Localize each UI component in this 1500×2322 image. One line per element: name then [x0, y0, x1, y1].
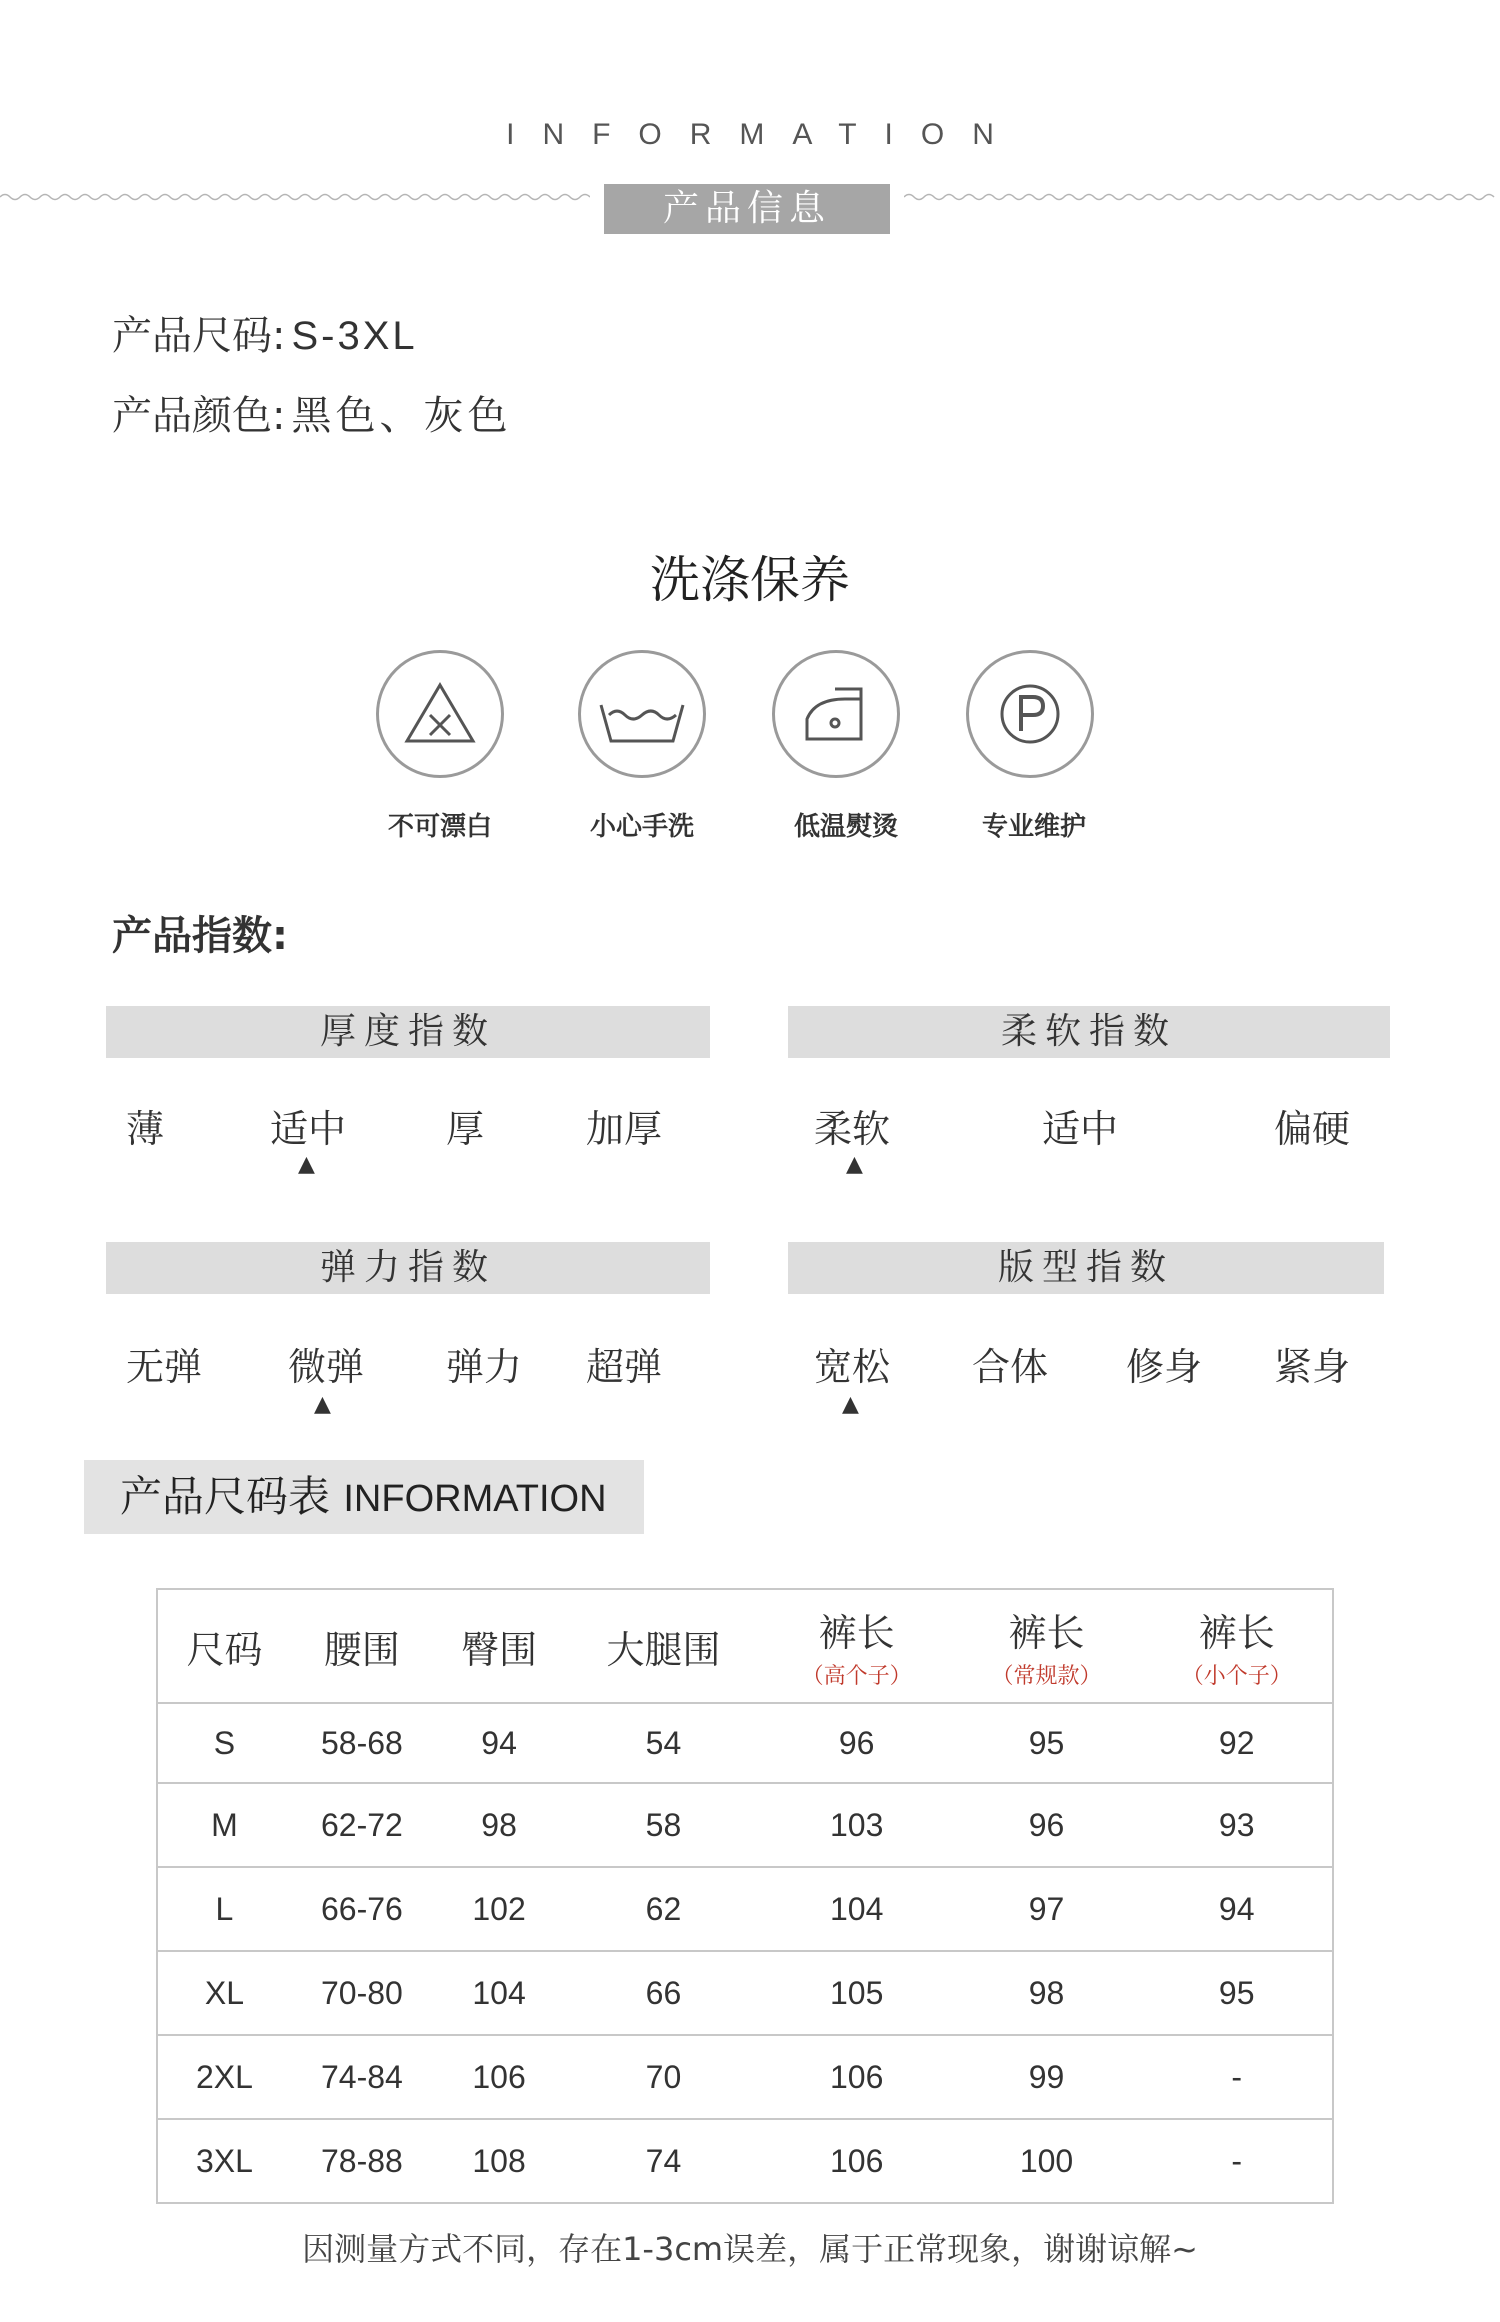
- cell-length-regular: 97: [952, 1867, 1142, 1951]
- thickness-option-extra-thick: 加厚: [586, 1107, 663, 1151]
- header-label: 裤长: [818, 1611, 895, 1655]
- header-sub-label: （小个子）: [1181, 1664, 1292, 1689]
- cell-hip: 102: [433, 1867, 565, 1951]
- information-heading: INFORMATION: [506, 118, 1022, 151]
- cell-size: 3XL: [157, 2119, 291, 2203]
- fit-option-tight: 紧身: [1274, 1345, 1351, 1389]
- cell-hip: 98: [433, 1783, 565, 1867]
- fit-option-loose: 宽松: [814, 1345, 891, 1389]
- no-bleach-icon: [376, 650, 504, 778]
- cell-size: L: [157, 1867, 291, 1951]
- elasticity-marker: ▲: [314, 1392, 331, 1417]
- thickness-option-thick: 厚: [446, 1107, 485, 1151]
- thickness-option-medium: 适中: [270, 1107, 347, 1151]
- table-row: [157, 1703, 1333, 1783]
- elasticity-option-slight: 微弹: [288, 1345, 365, 1389]
- softness-index-bar: 柔软指数: [788, 1006, 1390, 1058]
- cell-waist: 70-80: [291, 1951, 433, 2035]
- cell-length-petite: 95: [1141, 1951, 1333, 2035]
- header-label: 大腿围: [606, 1627, 721, 1672]
- product-info-banner: 产品信息: [604, 184, 890, 234]
- cell-length-tall: 103: [762, 1783, 952, 1867]
- fit-option-slim: 修身: [1126, 1345, 1203, 1389]
- care-label-professional: 专业维护: [981, 812, 1086, 842]
- cell-length-petite: 93: [1141, 1783, 1333, 1867]
- table-row: [157, 1951, 1333, 2035]
- cell-length-petite: 94: [1141, 1867, 1333, 1951]
- table-row: [157, 1783, 1333, 1867]
- table-row: [157, 1867, 1333, 1951]
- softness-option-soft: 柔软: [814, 1107, 891, 1151]
- cell-waist: 62-72: [291, 1783, 433, 1867]
- size-chart-header-row: [157, 1589, 1333, 1703]
- low-iron-icon: [772, 650, 900, 778]
- thickness-marker: ▲: [298, 1152, 315, 1177]
- cell-hip: 108: [433, 2119, 565, 2203]
- header-length-regular: [952, 1589, 1142, 1703]
- header-label: 腰围: [323, 1627, 400, 1672]
- professional-care-icon: [966, 650, 1094, 778]
- spec-size: [112, 304, 418, 361]
- cell-waist: 78-88: [291, 2119, 433, 2203]
- header-hip: [433, 1589, 565, 1703]
- cell-waist: 74-84: [291, 2035, 433, 2119]
- elasticity-option-none: 无弹: [126, 1345, 203, 1389]
- cell-size: XL: [157, 1951, 291, 2035]
- header-waist: [291, 1589, 433, 1703]
- header-size: [157, 1589, 291, 1703]
- cell-length-petite: -: [1141, 2119, 1333, 2203]
- cell-thigh: 66: [565, 1951, 762, 2035]
- table-row: [157, 2119, 1333, 2203]
- size-chart-title-cn: 产品尺码表: [120, 1472, 331, 1521]
- cell-length-regular: 98: [952, 1951, 1142, 2035]
- fit-index-bar: 版型指数: [788, 1242, 1384, 1294]
- thickness-index-bar: 厚度指数: [106, 1006, 710, 1058]
- cell-thigh: 62: [565, 1867, 762, 1951]
- care-label-no-bleach: 不可漂白: [387, 812, 492, 842]
- cell-size: 2XL: [157, 2035, 291, 2119]
- cell-length-tall: 106: [762, 2119, 952, 2203]
- cell-length-petite: 92: [1141, 1703, 1333, 1783]
- care-label-low-iron: 低温熨烫: [793, 812, 898, 842]
- elasticity-option-elastic: 弹力: [446, 1345, 523, 1389]
- product-index-title: 产品指数:: [112, 913, 288, 959]
- cell-length-tall: 106: [762, 2035, 952, 2119]
- care-title: 洗涤保养: [650, 551, 850, 609]
- cell-thigh: 74: [565, 2119, 762, 2203]
- hand-wash-icon: [578, 650, 706, 778]
- header-sub-label: （常规款）: [991, 1664, 1102, 1689]
- cell-length-tall: 96: [762, 1703, 952, 1783]
- cell-length-petite: -: [1141, 2035, 1333, 2119]
- cell-length-regular: 99: [952, 2035, 1142, 2119]
- softness-option-hard: 偏硬: [1274, 1107, 1351, 1151]
- measurement-note: 因测量方式不同，存在1-3cm误差，属于正常现象，谢谢谅解~: [302, 2230, 1198, 2268]
- cell-size: S: [157, 1703, 291, 1783]
- cell-thigh: 58: [565, 1783, 762, 1867]
- softness-option-medium: 适中: [1042, 1107, 1119, 1151]
- header-length-tall: [762, 1589, 952, 1703]
- elasticity-index-bar: 弹力指数: [106, 1242, 710, 1294]
- header-label: 尺码: [186, 1627, 263, 1672]
- cell-length-tall: 104: [762, 1867, 952, 1951]
- elasticity-option-super: 超弹: [586, 1345, 663, 1389]
- cell-length-regular: 96: [952, 1783, 1142, 1867]
- cell-waist: 58-68: [291, 1703, 433, 1783]
- cell-length-tall: 105: [762, 1951, 952, 2035]
- header-label: 裤长: [1198, 1611, 1275, 1655]
- size-chart-table: [156, 1588, 1334, 2204]
- cell-hip: 106: [433, 2035, 565, 2119]
- table-row: [157, 2035, 1333, 2119]
- header-sub-label: （高个子）: [801, 1664, 912, 1689]
- header-label: 臀围: [461, 1627, 538, 1672]
- spec-color-label: 产品颜色:: [112, 393, 286, 439]
- cell-thigh: 54: [565, 1703, 762, 1783]
- cell-length-regular: 100: [952, 2119, 1142, 2203]
- cell-size: M: [157, 1783, 291, 1867]
- size-chart-title: [84, 1460, 644, 1534]
- spec-size-value: S-3XL: [291, 314, 418, 358]
- header-length-petite: [1141, 1589, 1333, 1703]
- header-label: 裤长: [1008, 1611, 1085, 1655]
- cell-hip: 104: [433, 1951, 565, 2035]
- spec-color-value: 黑色、灰色: [291, 393, 512, 439]
- fit-marker: ▲: [842, 1392, 859, 1417]
- spec-size-label: 产品尺码:: [112, 313, 286, 359]
- decorative-wave-left: [0, 190, 590, 204]
- spec-color: [112, 384, 511, 441]
- decorative-wave-right: [904, 190, 1500, 204]
- thickness-option-thin: 薄: [126, 1107, 165, 1151]
- size-chart-title-en: INFORMATION: [343, 1478, 607, 1520]
- cell-waist: 66-76: [291, 1867, 433, 1951]
- header-thigh: [565, 1589, 762, 1703]
- softness-marker: ▲: [846, 1152, 863, 1177]
- fit-option-regular: 合体: [972, 1345, 1049, 1389]
- cell-length-regular: 95: [952, 1703, 1142, 1783]
- care-label-hand-wash: 小心手洗: [589, 812, 694, 842]
- cell-thigh: 70: [565, 2035, 762, 2119]
- cell-hip: 94: [433, 1703, 565, 1783]
